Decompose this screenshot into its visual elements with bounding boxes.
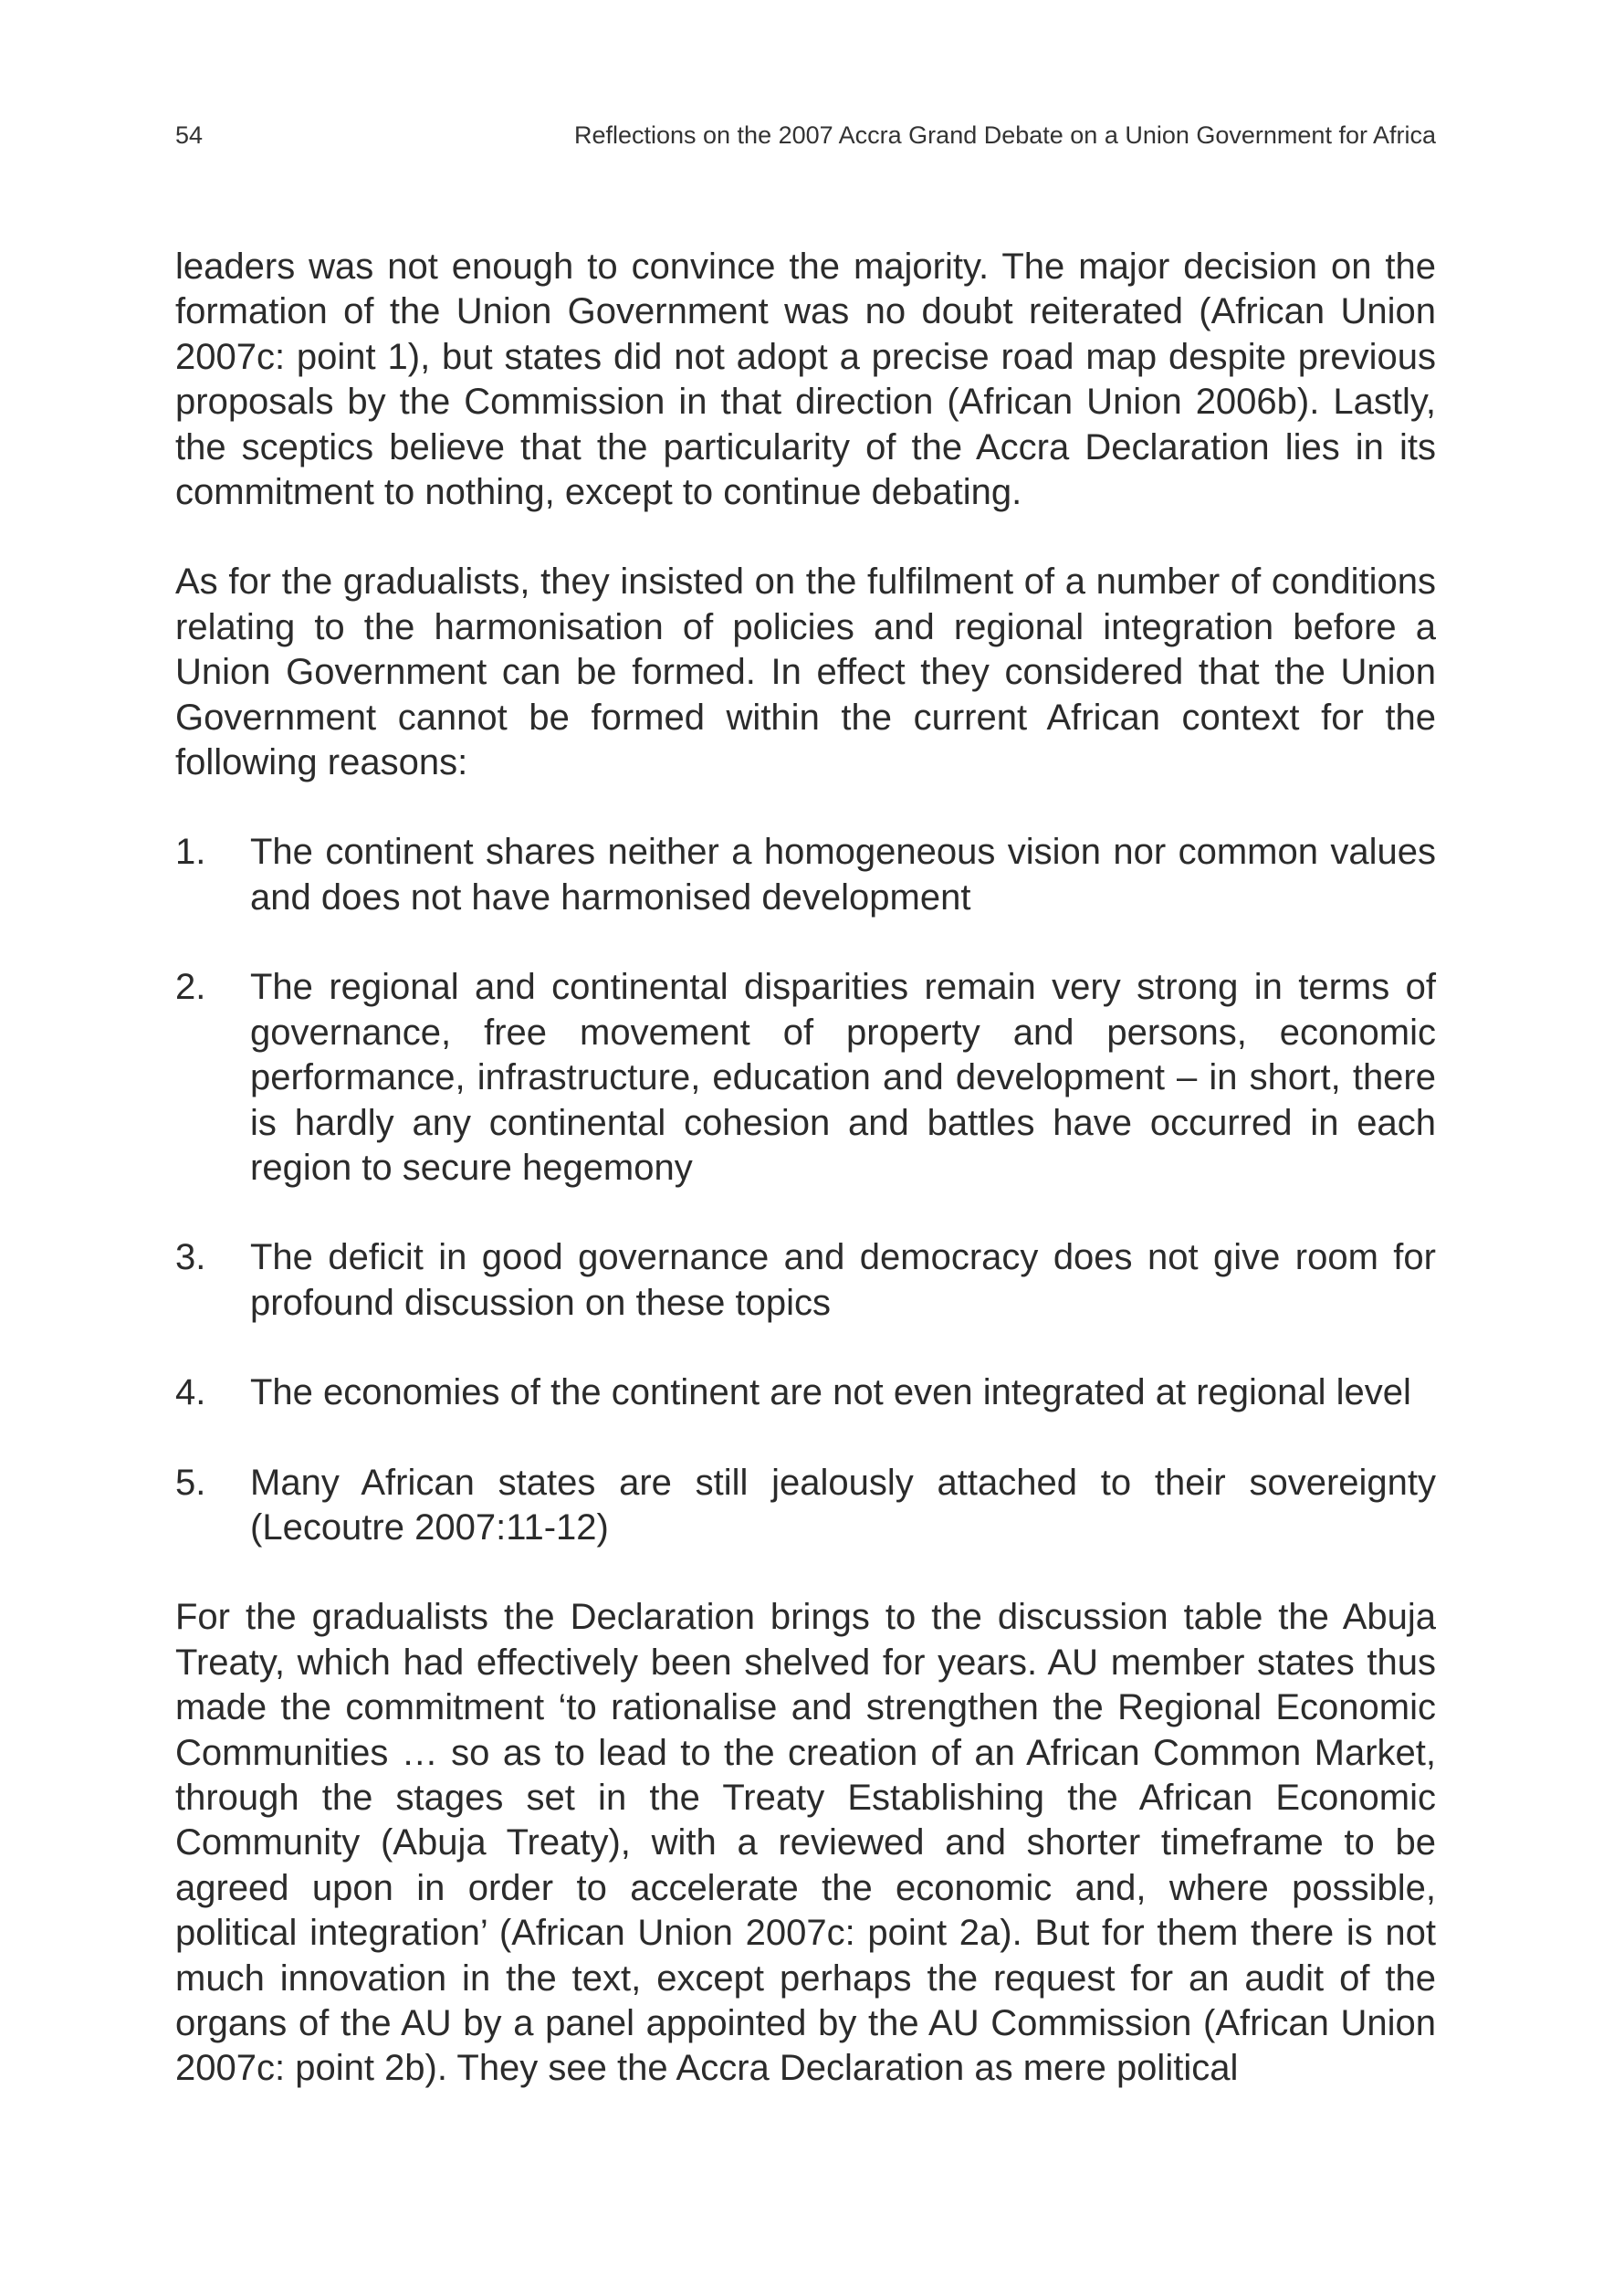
list-item-text: The regional and continental disparities remain very strong in terms of governance, free movement of property and persons, economic performance, infrastructure, education and development – in short, there is hardly any continental cohesion and battles have occurred in each region to secure hegemony — [250, 967, 1436, 1188]
list-item-text: The economies of the continent are not even integrated at regional level — [250, 1372, 1411, 1413]
running-header — [175, 117, 1436, 153]
list-item — [175, 830, 1436, 920]
paragraph-gradualists: As for the gradualists, they insisted on the fulfilment of a number of conditions relating to the harmonisation of policies and regional integration before a Union Government can be formed. In effect they considered that the Union Government cannot be formed within the current African context for the following reasons: — [175, 562, 1436, 783]
running-title: Reflections on the 2007 Accra Grand Debate on a Union Government for Africa — [573, 121, 1436, 149]
list-item-number: 1. — [175, 832, 206, 873]
list-item-text: The continent shares neither a homogeneous vision nor common values and does not have harmonised development — [250, 832, 1436, 918]
list-item — [175, 1235, 1436, 1326]
page-number: 54 — [175, 121, 204, 149]
paragraph-sceptics: leaders was not enough to convince the majority. The major decision on the formation of the Union Government was no doubt reiterated (African Union 2007c: point 1), but states did not adopt a precise road map despite previous proposals by the Commission in that direction (African Union 2006b). Lastly, the sceptics believe that the particularity of the Accra Declaration lies in its commitment to nothing, except to continue debating. — [175, 247, 1436, 513]
list-item-text: Many African states are still jealously attached to their sovereignty (Lecoutre 2007:11-12) — [250, 1462, 1436, 1548]
list-item — [175, 965, 1436, 1191]
list-item-number: 3. — [175, 1237, 206, 1278]
reasons-list — [175, 830, 1436, 1550]
list-item-number: 5. — [175, 1462, 206, 1503]
list-item — [175, 1370, 1436, 1415]
body-text — [175, 245, 1436, 2092]
paragraph-abuja-treaty: For the gradualists the Declaration brings to the discussion table the Abuja Treaty, which had effectively been shelved for years. AU member states thus made the commitment ‘to rationalise and strengthen the Regional Economic Communities … so as to lead to the creation of an African Common Market, through the stages set in the Treaty Establishing the African Economic Community (Abuja Treaty), with a reviewed and shorter timeframe to be agreed upon in order to accelerate the economic and, where possible, political integration’ (African Union 2007c: point 2a). But for them there is not much innovation in the text, except perhaps the request for an audit of the organs of the AU by a panel appointed by the AU Commission (African Union 2007c: point 2b). They see the Accra Declaration as mere political — [175, 1597, 1436, 2089]
list-item-text: The deficit in good governance and democracy does not give room for profound discussion on these topics — [250, 1237, 1436, 1323]
list-item — [175, 1461, 1436, 1551]
list-item-number: 2. — [175, 967, 206, 1008]
list-item-number: 4. — [175, 1372, 206, 1413]
